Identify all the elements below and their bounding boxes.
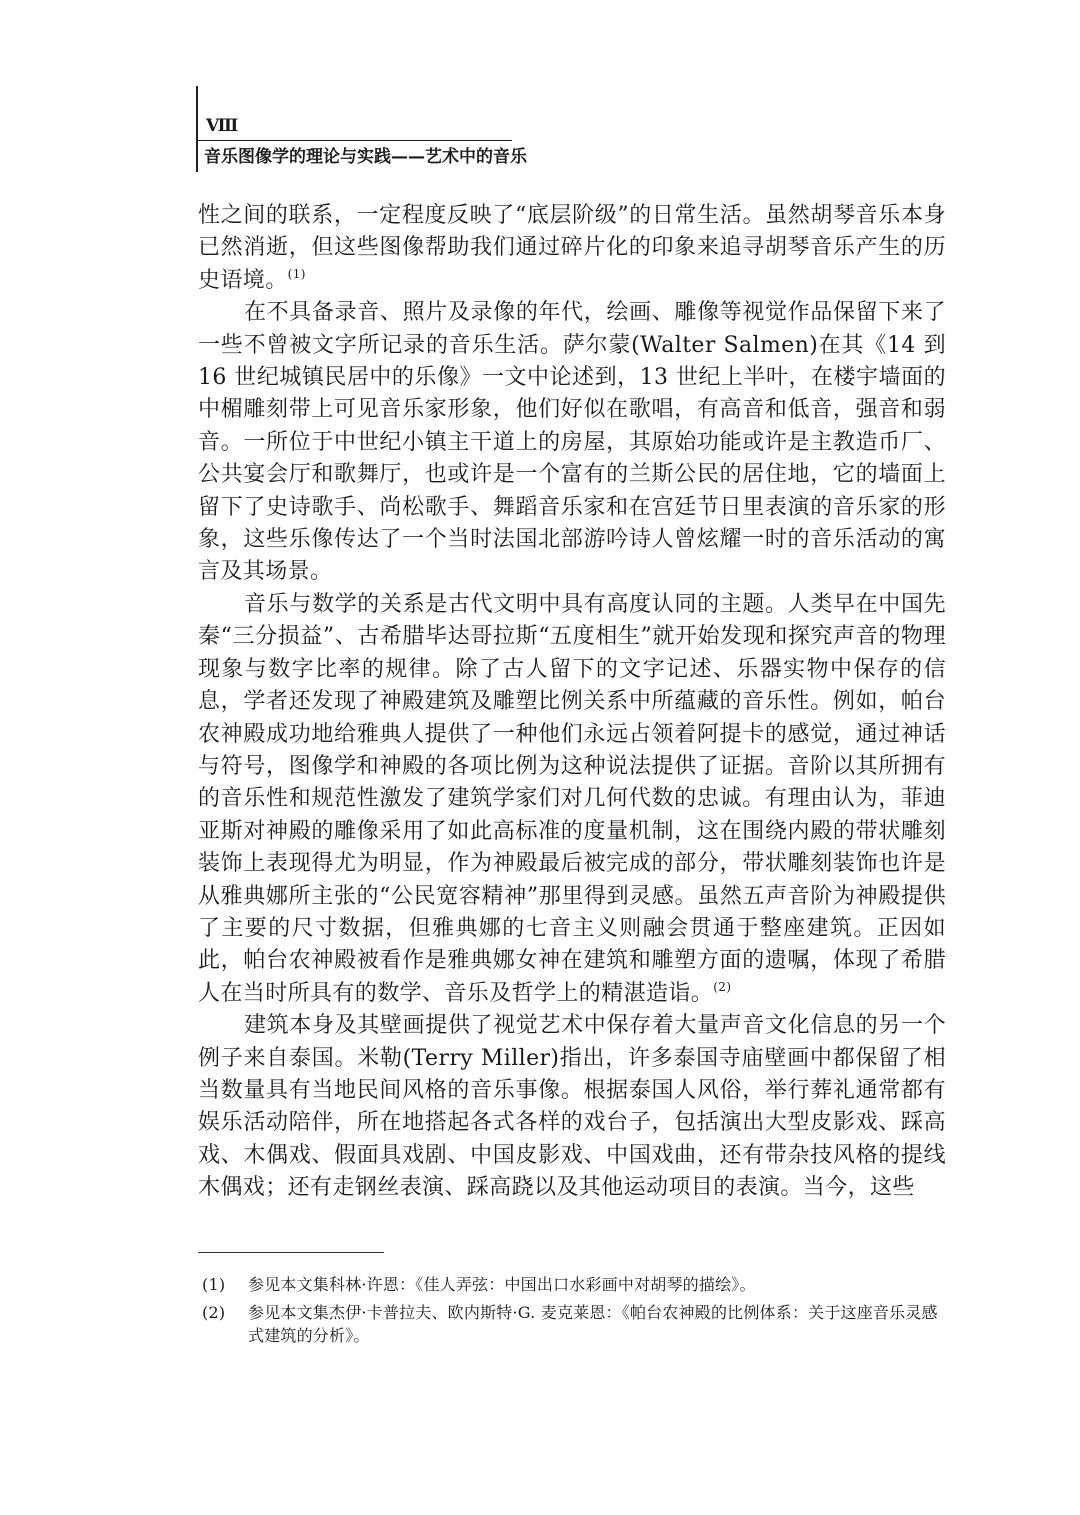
footnote-2	[202, 1301, 946, 1347]
page-number: Ⅷ	[206, 116, 238, 136]
running-title: 音乐图像学的理论与实践——艺术中的音乐	[204, 147, 527, 167]
body-text	[198, 200, 946, 1205]
footnote-text: 参见本文集杰伊·卡普拉夫、欧内斯特·G. 麦克莱恩：《帕台农神殿的比例体系：关于这座音乐灵感式建筑的分析》。	[248, 1303, 938, 1345]
footnote-rule	[198, 1252, 384, 1253]
paragraph-text: 性之间的联系，一定程度反映了“底层阶级”的日常生活。虽然胡琴音乐本身已然消逝，但这些图像帮助我们通过碎片化的印象来追寻胡琴音乐产生的历史语境。	[198, 203, 946, 293]
paragraph-1	[198, 200, 946, 297]
footnote-text: 参见本文集科林·许恩：《佳人弄弦：中国出口水彩画中对胡琴的描绘》。	[248, 1275, 756, 1294]
footnote-number: (2)	[202, 1303, 226, 1322]
footnote-ref-2: (2)	[713, 979, 732, 994]
footnote-1	[202, 1273, 946, 1296]
footnote-number: (1)	[202, 1275, 226, 1294]
header-horizontal-rule	[196, 140, 512, 141]
paragraph-3	[198, 589, 946, 1010]
header-vertical-rule	[196, 86, 198, 172]
paragraph-4	[198, 1010, 946, 1204]
paragraph-text: 建筑本身及其壁画提供了视觉艺术中保存着大量声音文化信息的另一个例子来自泰国。米勒(Terry Miller)指出，许多泰国寺庙壁画中都保留了相当数量具有当地民间风格的音乐事像。根据泰国人风俗，举行葬礼通常都有娱乐活动陪伴，所在地搭起各式各样的戏台子，包括演出大型皮影戏、踩高戏、木偶戏、假面具戏剧、中国皮影戏、中国戏曲，还有带杂技风格的提线木偶戏；还有走钢丝表演、踩高跷以及其他运动项目的表演。当今，这些	[198, 1013, 946, 1201]
footnote-ref-1: (1)	[287, 266, 306, 281]
paragraph-text: 音乐与数学的关系是古代文明中具有高度认同的主题。人类早在中国先秦“三分损益”、古希腊毕达哥拉斯“五度相生”就开始发现和探究声音的物理现象与数字比率的规律。除了古人留下的文字记述、乐器实物中保存的信息，学者还发现了神殿建筑及雕塑比例关系中所蕴藏的音乐性。例如，帕台农神殿成功地给雅典人提供了一种他们永远占领着阿提卡的感觉，通过神话与符号，图像学和神殿的各项比例为这种说法提供了证据。音阶以其所拥有的音乐性和规范性激发了建筑学家们对几何代数的忠诚。有理由认为，菲迪亚斯对神殿的雕像采用了如此高标准的度量机制，这在围绕内殿的带状雕刻装饰上表现得尤为明显，作为神殿最后被完成的部分，带状雕刻装饰也许是从雅典娜所主张的“公民宽容精神”那里得到灵感。虽然五声音阶为神殿提供了主要的尺寸数据，但雅典娜的七音主义则融会贯通于整座建筑。正因如此，帕台农神殿被看作是雅典娜女神在建筑和雕塑方面的遗嘱，体现了希腊人在当时所具有的数学、音乐及哲学上的精湛造诣。	[198, 591, 946, 1006]
paragraph-2	[198, 297, 946, 589]
footnotes	[202, 1273, 946, 1352]
paragraph-text: 在不具备录音、照片及录像的年代，绘画、雕像等视觉作品保留下来了一些不曾被文字所记录的音乐生活。萨尔蒙(Walter Salmen)在其《14 到 16 世纪城镇民居中的乐像》一文中论述到，13 世纪上半叶，在楼宇墙面的中楣雕刻带上可见音乐家形象，他们好似在歌唱，有高音和低音，强音和弱音。一所位于中世纪小镇主干道上的房屋，其原始功能或许是主教造币厂、公共宴会厅和歌舞厅，也或许是一个富有的兰斯公民的居住地，它的墙面上留下了史诗歌手、尚松歌手、舞蹈音乐家和在宫廷节日里表演的音乐家的形象，这些乐像传达了一个当时法国北部游吟诗人曾炫耀一时的音乐活动的寓言及其场景。	[198, 300, 946, 585]
